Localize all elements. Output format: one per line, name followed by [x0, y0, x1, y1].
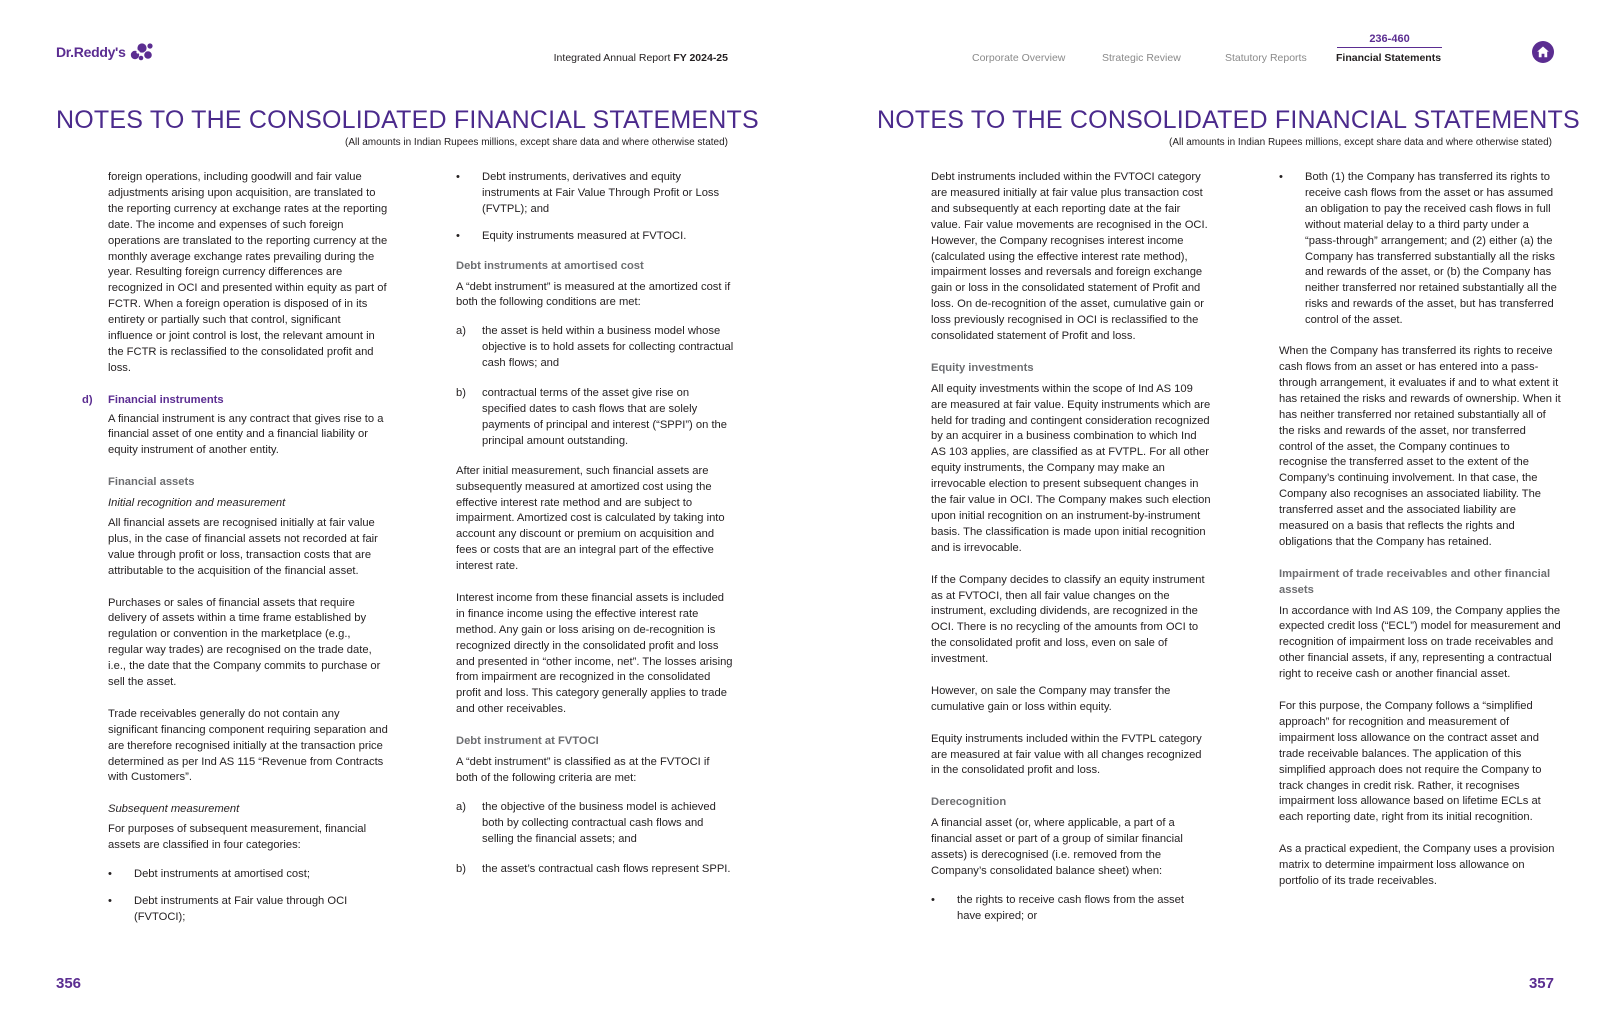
- subheading: Debt instrument at FVTOCI: [456, 735, 599, 748]
- subheading: Financial assets: [108, 476, 195, 489]
- section-letter: d): [82, 393, 93, 406]
- paragraph: As a practical expedient, the Company uses a provision matrix to determine impairment loss allowance on portfolio of its trade receivables.: [1279, 843, 1555, 887]
- paragraph: foreign operations, including goodwill and fair value adjustments arising upon acquisition, are translated to the reporting currency at exchange rates at the reporting date. The income and expenses of such foreign operations are translated to the reporting currency at the monthly average exchange rates prevailing during the year. Resulting foreign currency differences are recognized in OCI and presented within equity as part of FCTR. When a foreign operation is disposed of in its entirety or partially such that control, significant influence or joint control is lost, the relevant amount in the FCTR is reclassified to the consolidated profit and loss.: [108, 171, 388, 374]
- paragraph: If the Company decides to classify an equity instrument as at FVTOCI, then all fair value changes on the instrument, excluding dividends, are recognized in the OCI. There is no recycling of the amounts from OCI to the consolidated profit and loss, even on sale of investment.: [931, 573, 1205, 666]
- column-1: [82, 170, 388, 937]
- column-3: [931, 170, 1211, 936]
- paragraph: Interest income from these financial assets is included in finance income using the effective interest rate method. Any gain or loss arising on de-recognition is recognized directly in the consolidated profit and loss and presented in “other income, net”. The losses arising from impairment are recognized in the consolidated profit and loss. This category generally applies to trade and other receivables.: [456, 591, 733, 716]
- subheading: Equity investments: [931, 361, 1034, 374]
- nav-strategic-review[interactable]: Strategic Review: [1102, 52, 1181, 64]
- paragraph: All financial assets are recognised initially at fair value plus, in the case of financial assets not recorded at fair value through profit or loss, transaction costs that are attributable to the acquisition of the financial asset.: [108, 517, 378, 577]
- column-2: [456, 170, 734, 888]
- list-marker: a): [456, 800, 466, 813]
- paragraph: Debt instruments included within the FVTOCI category are measured initially at fair value plus transaction cost and subsequently at each reporting date at the fair value. Fair value movements are recognised in the OCI. However, the Company recognises interest income (calculated using the effective interest rate method), impairment losses and reversals and foreign exchange gain or loss in the consolidated statement of Profit and loss. On de-recognition of the asset, cumulative gain or loss previously recognised in OCI is reclassified to the consolidated statement of Profit and loss.: [931, 171, 1208, 343]
- list-item: • Debt instruments, derivatives and equity instruments at Fair Value Through Profit or Loss (FVTPL); and: [456, 171, 720, 215]
- list-marker: b): [456, 862, 466, 875]
- subheading: Derecognition: [931, 796, 1007, 809]
- paragraph: Trade receivables generally do not contain any significant financing component requiring separation and are therefore recognised initially at the transaction price determined as per Ind AS 115 “Revenue from Contracts with Customers”.: [108, 707, 388, 784]
- nav-corporate-overview[interactable]: Corporate Overview: [972, 52, 1066, 64]
- subheading: Impairment of trade receivables and other financial assets: [1279, 567, 1551, 596]
- italic-subheading: Subsequent measurement: [108, 803, 240, 816]
- page-number-right: 357: [1528, 975, 1554, 992]
- list-marker: b): [456, 387, 466, 400]
- list-item: • Both (1) the Company has transferred its rights to receive cash flows from the asset or has assumed an obligation to pay the received cash flows in full without material delay to a third party under a “pass-through” arrangement; and (2) either (a) the Company has transferred substantially all the risks and rewards of the asset, or (b) the Company has neither transferred nor retained substantially all the risks and rewards of the asset, but has transferred control of the asset.: [1279, 171, 1557, 327]
- list-item: a) the asset is held within a business model whose objective is to hold assets for collecting contractual cash flows; and: [456, 325, 734, 370]
- paragraph: A financial instrument is any contract that gives rise to a financial asset of one entity and a financial liability or equity instrument of another entity.: [108, 412, 384, 457]
- bullet: •: [456, 171, 460, 183]
- page-title-right: NOTES TO THE CONSOLIDATED FINANCIAL STATEMENTS: [877, 106, 1580, 134]
- page-title-left: NOTES TO THE CONSOLIDATED FINANCIAL STATEMENTS: [56, 106, 759, 134]
- italic-subheading: Initial recognition and measurement: [108, 497, 286, 510]
- nav-financial-statements[interactable]: Financial Statements: [1336, 52, 1442, 64]
- column-4: [1279, 170, 1561, 906]
- page-number-left: 356: [56, 975, 82, 992]
- list-item: • Equity instruments measured at FVTOCI.: [456, 229, 734, 245]
- paragraph: A financial asset (or, where applicable, a part of a financial asset or part of a group of similar financial assets) is derecognised (i.e. removed from the Company’s consolidated balance sheet) when:: [931, 817, 1183, 877]
- section-title: Financial instruments: [108, 393, 224, 406]
- home-glyph-icon: [1536, 45, 1550, 59]
- subheading: Debt instruments at amortised cost: [456, 259, 644, 272]
- section-page-range: 236-460: [1337, 33, 1442, 48]
- paragraph: For this purpose, the Company follows a “simplified approach” for recognition and measurement of impairment loss allowance on the contract asset and trade receivable balances. The application of this simplified approach does not require the Company to track changes in credit risk. Rather, it recognises impairment loss allowance based on lifetime ECLs at each reporting date, right from its initial recognition.: [1279, 699, 1542, 824]
- bullet: •: [108, 894, 112, 907]
- paragraph: Purchases or sales of financial assets that require delivery of assets within a time frame established by regulation or convention in the marketplace (e.g., regular way trades) are recognised on the trade date, i.e., the date that the Company commits to purchase or sell the asset.: [108, 596, 381, 689]
- report-title: Integrated Annual Report FY 2024-25: [553, 52, 728, 64]
- list-marker: a): [456, 325, 466, 338]
- dr-reddys-logo[interactable]: [56, 40, 155, 64]
- bullet: •: [1279, 171, 1283, 183]
- bullet: •: [931, 893, 935, 906]
- paragraph: A “debt instrument” is classified as at the FVTOCI if both of the following criteria are met:: [456, 755, 710, 784]
- paragraph: All equity investments within the scope of Ind AS 109 are measured at fair value. Equity instruments which are held for trading and contingent consideration recognized by an acquirer in a business combination to which Ind AS 103 applies, are classified as at FVTPL. For all other equity instruments, the Company may make an irrevocable election to present subsequent changes in the fair value in OCI. The Company makes such election upon initial recognition on an instrument-by-instrument basis. The classification is made upon initial recognition and is irrevocable.: [931, 382, 1211, 554]
- logo-text: Dr.Reddy's: [56, 44, 126, 60]
- list-item: • Debt instruments at amortised cost;: [108, 867, 388, 883]
- paragraph: After initial measurement, such financial assets are subsequently measured at amortized cost using the effective interest rate method and are subject to impairment. Amortized cost is calculated by taking into account any discount or premium on acquisition and fees or costs that are an integral part of the effective interest rate.: [456, 464, 725, 573]
- section-d-heading: [82, 393, 388, 409]
- bullet: •: [108, 867, 112, 880]
- report-year: FY 2024-25: [673, 52, 728, 64]
- paragraph: In accordance with Ind AS 109, the Company applies the expected credit loss (“ECL”) model for measurement and recognition of impairment loss on trade receivables and other financial assets, if any, representing a contractual right to receive cash or another financial asset.: [1279, 604, 1561, 681]
- nav-statutory-reports[interactable]: Statutory Reports: [1225, 52, 1307, 64]
- paragraph: A “debt instrument” is measured at the amortized cost if both the following conditions are met:: [456, 280, 731, 309]
- list-item: b) the asset’s contractual cash flows represent SPPI.: [456, 862, 734, 878]
- list-item: a) the objective of the business model is achieved both by collecting contractual cash flows and selling the financial assets; and: [456, 800, 716, 845]
- paragraph: When the Company has transferred its rights to receive cash flows from an asset or has entered into a pass-through arrangement, it evaluates if and to what extent it has retained the risks and rewards of ownership. When it has neither transferred nor retained substantially all of the risks and rewards of the asset, nor transferred control of the asset, the Company continues to recognise the transferred asset to the extent of the Company’s continuing involvement. In that case, the Company also recognises an associated liability. The transferred asset and the associated liability are measured on a basis that reflects the rights and obligations that the Company has retained.: [1279, 345, 1561, 548]
- paragraph: Equity instruments included within the FVTPL category are measured at fair value with all changes recognized in the consolidated profit and loss.: [931, 732, 1202, 777]
- amounts-note-right: (All amounts in Indian Rupees millions, except share data and where otherwise stated): [1169, 137, 1552, 148]
- list-item: b) contractual terms of the asset give rise on specified dates to cash flows that are solely payments of principal and interest (“SPPI”) on the principal amount outstanding.: [456, 387, 727, 447]
- amounts-note-left: (All amounts in Indian Rupees millions, except share data and where otherwise stated): [345, 137, 728, 148]
- home-icon[interactable]: [1532, 41, 1554, 63]
- logo-dots-icon: [129, 41, 155, 63]
- list-item: • Debt instruments at Fair value through OCI (FVTOCI);: [108, 894, 348, 923]
- paragraph: For purposes of subsequent measurement, financial assets are classified in four categories:: [108, 823, 367, 852]
- bullet: •: [456, 229, 460, 242]
- paragraph: However, on sale the Company may transfer the cumulative gain or loss within equity.: [931, 684, 1171, 713]
- list-item: • the rights to receive cash flows from the asset have expired; or: [931, 893, 1184, 922]
